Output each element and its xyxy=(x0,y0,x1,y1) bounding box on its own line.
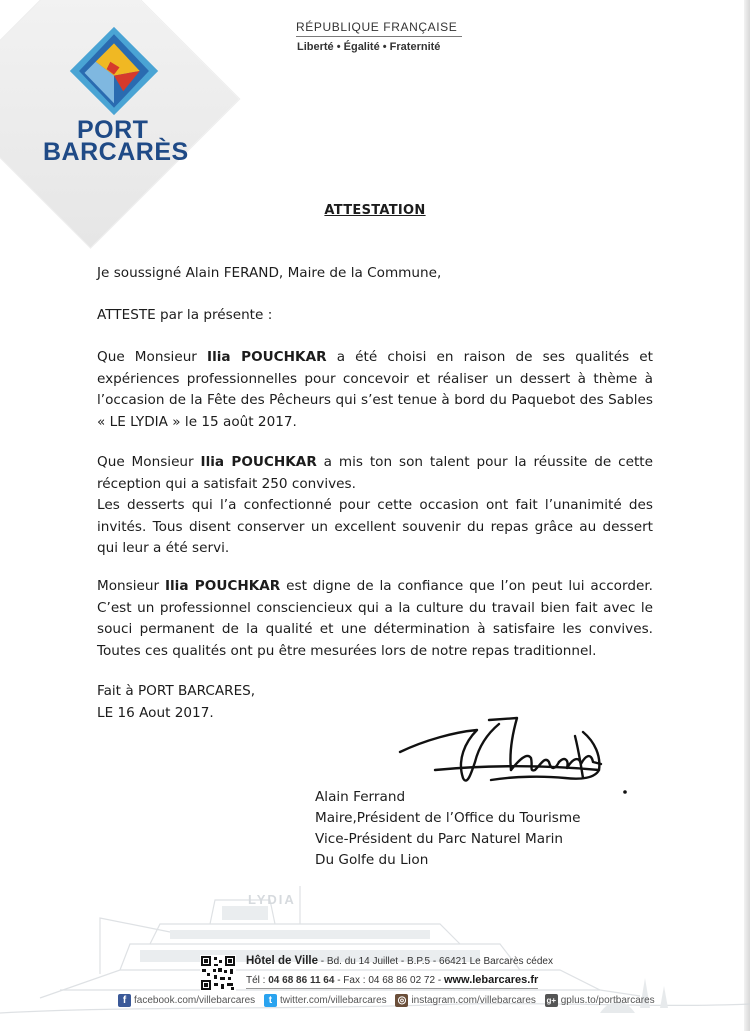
intro-line: Je soussigné Alain FERAND, Maire de la Commune, xyxy=(97,265,442,281)
paragraph-1 xyxy=(97,347,653,433)
social-links-row xyxy=(118,994,661,1007)
logo-text-port: PORT xyxy=(77,116,149,144)
paragraph-2-rest: a mis ton son talent pour la réussite de cette réception qui a satisfait 250 convives. xyxy=(97,454,653,492)
facebook-link[interactable] xyxy=(118,994,255,1007)
twitter-icon: t xyxy=(264,994,277,1007)
page-edge xyxy=(744,0,750,1031)
googleplus-link-text: gplus.to/portbarcares xyxy=(560,995,655,1007)
signatory-role-3: Du Golfe du Lion xyxy=(315,852,429,868)
logo-text-barcares: BARCARÈS xyxy=(43,138,189,166)
republic-motto: Liberté • Égalité • Fraternité xyxy=(297,41,441,53)
paragraph-1-rest: a été choisi en raison de ses qualités et expériences professionnelles pour concevoir et réaliser un dessert à thème à l’occasion de la Fête des Pêcheurs qui s’est tenue à bord du Paquebot des Sables « LE LYDIA » le 15 août 2017. xyxy=(97,349,653,430)
instagram-icon: ◎ xyxy=(395,994,408,1007)
googleplus-link[interactable] xyxy=(545,994,655,1007)
paragraph-1-name: Ilia POUCHKAR xyxy=(207,349,327,365)
signatory-name: Alain Ferrand xyxy=(315,789,406,805)
footer-tel: 04 68 86 11 64 xyxy=(268,975,335,986)
footer-tel-label: Tél : xyxy=(246,975,269,986)
port-barcares-logo-icon xyxy=(68,25,160,117)
googleplus-icon: g+ xyxy=(546,996,556,1005)
paragraph-2-start: Que Monsieur xyxy=(97,454,201,470)
paragraph-2-continued: Les desserts qui l’a confectionné pour cette occasion ont fait l’unanimité des invités. Tous disent conserver un excellent souvenir du repas grâce au dessert qui leur a été servi. xyxy=(97,497,653,556)
footer-fax: - Fax : 04 68 86 02 72 - xyxy=(334,975,444,986)
qr-code-icon xyxy=(200,955,236,991)
paragraph-3-rest: est digne de la confiance que l’on peut lui accorder. C’est un professionnel consciencieux qui a la culture du travail bien fait avec le souci permanent de la qualité et une détermination à satisfaire les convives. Toutes ces qualités ont pu être mesurées lors de notre repas traditionnel. xyxy=(97,578,653,659)
twitter-link-text: twitter.com/villebarcares xyxy=(279,995,387,1007)
paragraph-1-start: Que Monsieur xyxy=(97,349,208,365)
signatory-role-1: Maire,Président de l’Office du Tourisme xyxy=(315,810,581,826)
facebook-link-text: facebook.com/villebarcares xyxy=(134,995,256,1007)
footer-hotel-de-ville: Hôtel de Ville xyxy=(246,955,319,967)
paragraph-3-name: Ilia POUCHKAR xyxy=(164,578,281,594)
atteste-line: ATTESTE par la présente : xyxy=(97,307,273,323)
paragraph-2-name: Ilia POUCHKAR xyxy=(200,454,317,470)
footer-website-link[interactable]: www.lebarcares.fr xyxy=(443,974,539,986)
signatory-role-2: Vice-Président du Parc Naturel Marin xyxy=(315,831,564,847)
footer-contact-line xyxy=(246,974,538,989)
instagram-link[interactable] xyxy=(395,994,536,1007)
paragraph-3 xyxy=(97,576,653,662)
paragraph-3-start: Monsieur xyxy=(97,578,165,594)
footer-address-line xyxy=(246,955,553,967)
footer-address: - Bd. du 14 Juillet - B.P.5 - 66421 Le Barcarès cédex xyxy=(318,956,553,967)
paragraph-2 xyxy=(97,452,653,560)
facebook-icon: f xyxy=(118,994,131,1007)
fait-date-line: LE 16 Aout 2017. xyxy=(97,704,214,721)
fait-a-line: Fait à PORT BARCARES, xyxy=(97,683,256,699)
document-title: ATTESTATION xyxy=(324,203,426,218)
signatory-block xyxy=(315,787,581,871)
republic-title: RÉPUBLIQUE FRANÇAISE xyxy=(296,20,462,37)
instagram-link-text: instagram.com/villebarcares xyxy=(411,995,536,1007)
ship-name-watermark: LYDIA xyxy=(248,892,296,907)
twitter-link[interactable] xyxy=(264,994,387,1007)
